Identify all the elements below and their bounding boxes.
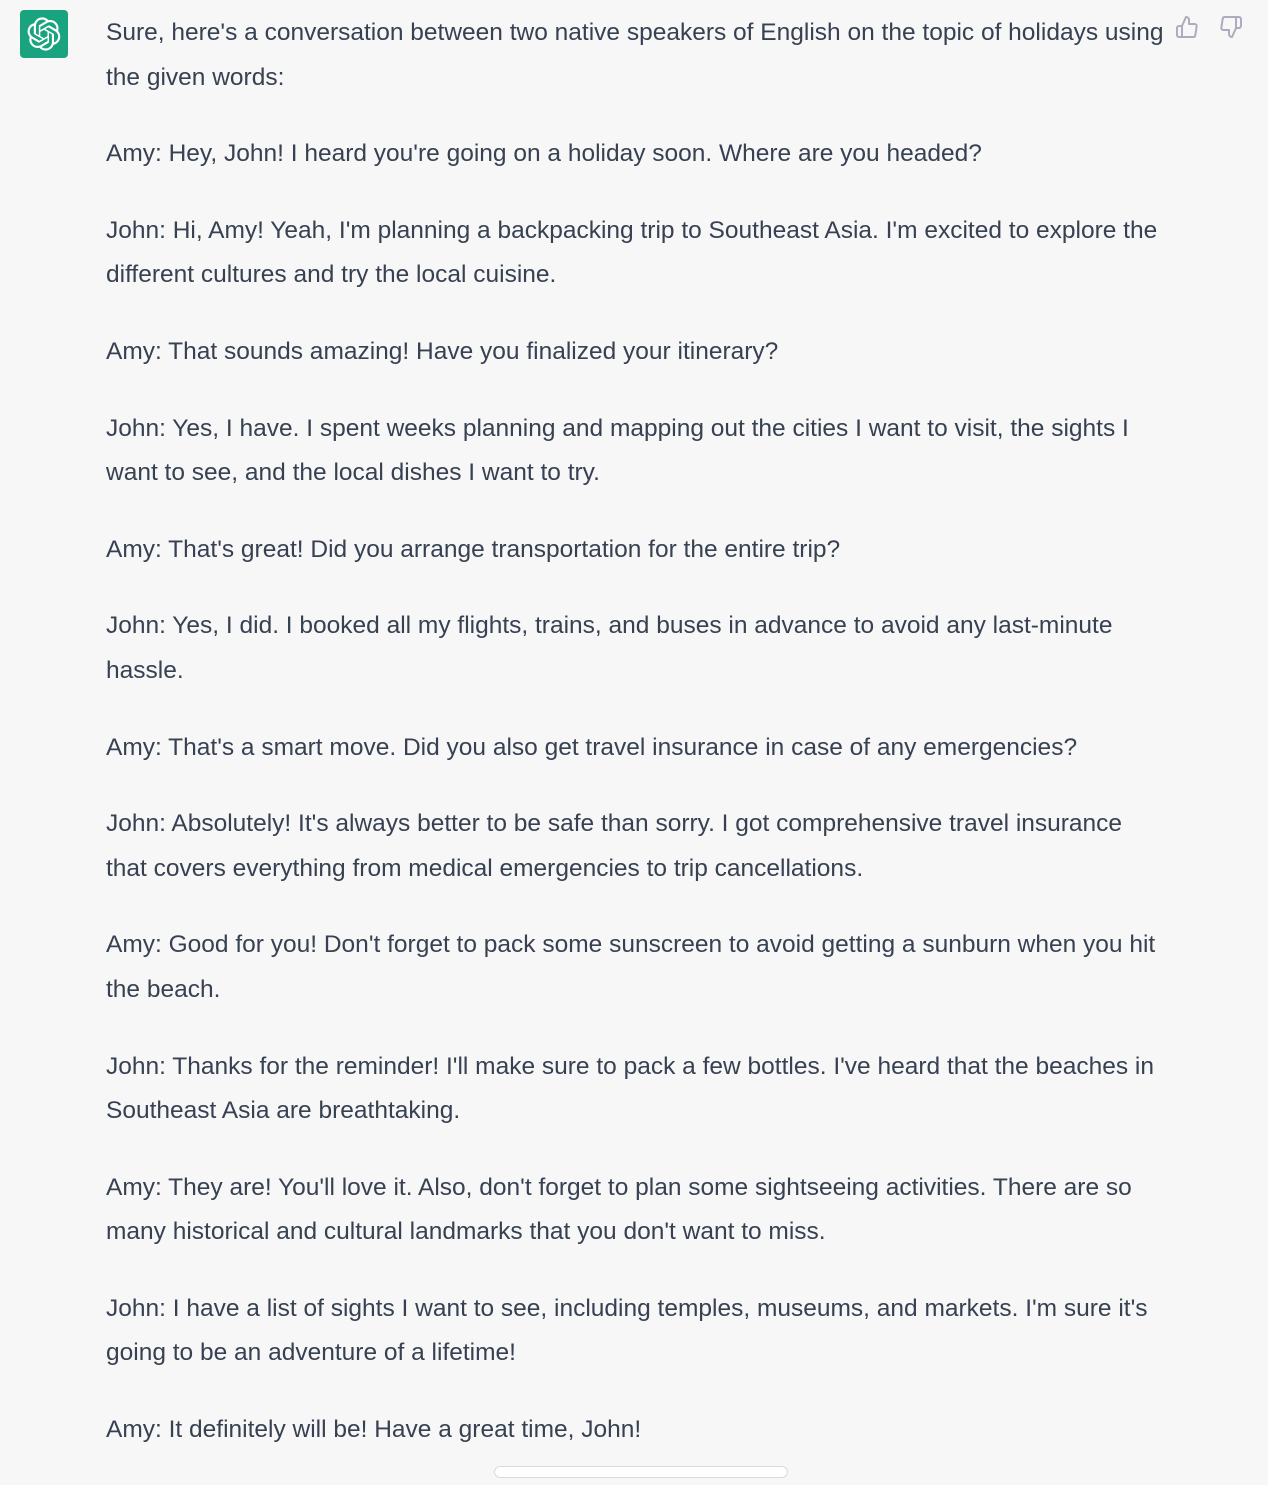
dialogue-line-amy: Amy: That sounds amazing! Have you finalized your itinerary? xyxy=(106,337,779,365)
thumbs-up-button[interactable] xyxy=(1174,14,1200,40)
assistant-avatar xyxy=(20,10,68,58)
feedback-buttons xyxy=(1174,14,1244,40)
dialogue-line-amy: Amy: It definitely will be! Have a great time, John! xyxy=(106,1416,642,1444)
dialogue-line-john: John: Yes, I did. I booked all my flights, trains, and buses in advance to avoid any last-minute hassle. xyxy=(106,612,1113,684)
dialogue-line-john: John: Thanks for the reminder! I'll make sure to pack a few bottles. I've heard that the beaches in Southeast Asia are breathtaking. xyxy=(106,1052,1154,1125)
message-content xyxy=(106,11,1166,1485)
dialogue-line-john: John: Absolutely! It's always better to be safe than sorry. I got comprehensive travel insurance that covers everything from medical emergencies to trip cancellations. xyxy=(106,810,1123,882)
thumbs-up-icon xyxy=(1175,15,1199,39)
openai-logo-icon xyxy=(27,17,61,51)
dialogue-line-amy: Amy: Good for you! Don't forget to pack some sunscreen to avoid getting a sunburn when you hit the beach. xyxy=(106,931,1156,1003)
dialogue-line-amy: Amy: Hey, John! I heard you're going on a holiday soon. Where are you headed? xyxy=(106,140,982,168)
regenerate-button-edge[interactable] xyxy=(494,1466,788,1478)
dialogue-line-amy: Amy: That's a smart move. Did you also get travel insurance in case of any emergencies? xyxy=(106,733,1078,761)
dialogue-line-john: John: I have a list of sights I want to see, including temples, museums, and markets. I'm sure it's going to be an adventure of a lifetime! xyxy=(106,1294,1148,1367)
thumbs-down-icon xyxy=(1219,15,1243,39)
message-paragraph-intro: Sure, here's a conversation between two native speakers of English on the topic of holidays using the given words: xyxy=(106,19,1164,91)
dialogue-line-john: John: Yes, I have. I spent weeks planning and mapping out the cities I want to visit, the sights I want to see, and the local dishes I want to try. xyxy=(106,414,1129,487)
dialogue-line-john: John: Hi, Amy! Yeah, I'm planning a backpacking trip to Southeast Asia. I'm excited to explore the different cultures and try the local cuisine. xyxy=(106,216,1158,289)
dialogue-line-amy: Amy: They are! You'll love it. Also, don't forget to plan some sightseeing activities. There are so many historical and cultural landmarks that you don't want to miss. xyxy=(106,1173,1132,1246)
thumbs-down-button[interactable] xyxy=(1218,14,1244,40)
dialogue-line-amy: Amy: That's great! Did you arrange transportation for the entire trip? xyxy=(106,535,841,563)
